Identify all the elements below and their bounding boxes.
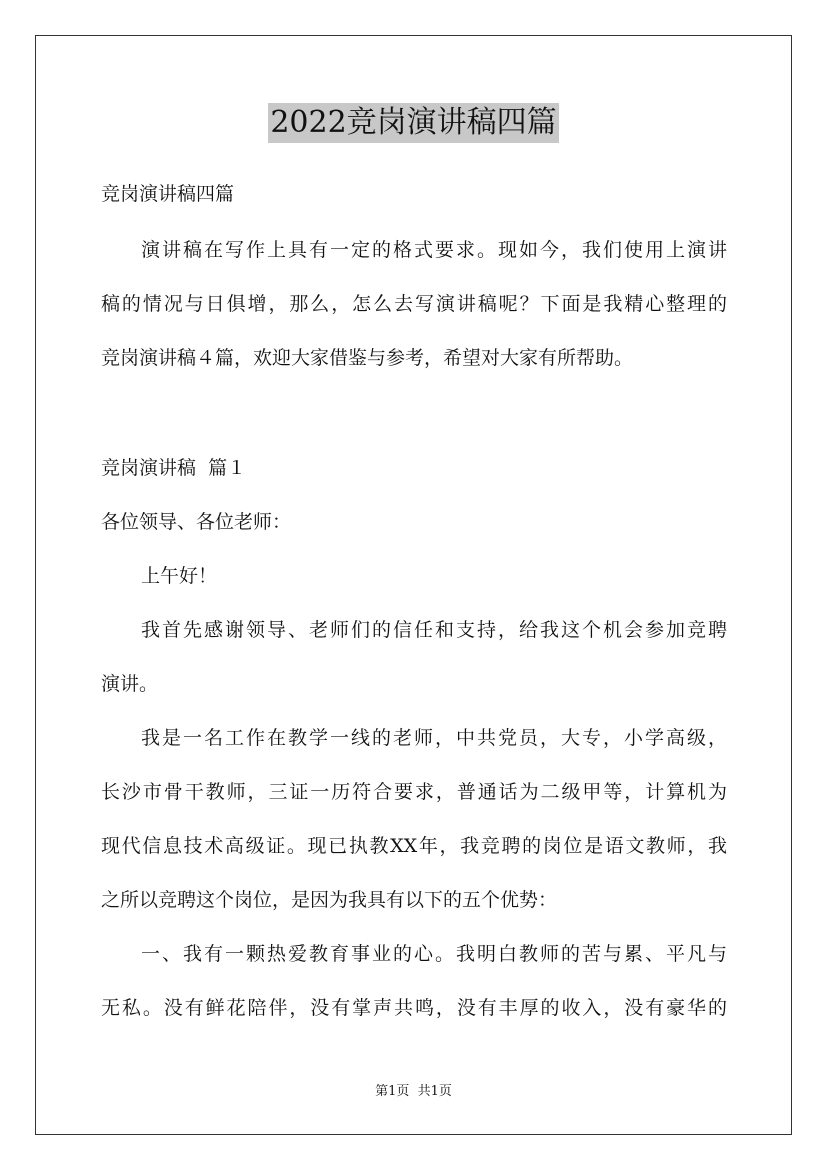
text-line: 我是一名工作在教学一线的老师，中共党员，大专，小学高级， [141,727,727,749]
paragraph [101,612,727,702]
document-title: 2022竞岗演讲稿四篇 [268,103,558,143]
text-line: 长沙市骨干教师，三证一历符合要求，普通话为二级甲等，计算机为 [101,781,727,803]
paragraph [101,720,727,918]
text-line: 我首先感谢领导、老师们的信任和支持，给我这个机会参加竞聘 [141,619,727,641]
salutation: 各位领导、各位老师： [101,511,292,533]
text-line: 一、我有一颗热爱教育事业的心。我明白教师的苦与累、平凡与 [141,943,727,965]
page-footer: 第1页 共1页 [375,1084,452,1099]
section-heading: 竞岗演讲稿 篇１ [101,457,247,479]
text-line: 无私。没有鲜花陪伴，没有掌声共鸣，没有丰厚的收入，没有豪华的 [101,997,727,1019]
document-body [101,176,727,1026]
text-line: 之所以竞聘这个岗位，是因为我具有以下的五个优势： [101,889,558,911]
text-line: 稿的情况与日俱增，那么，怎么去写演讲稿呢？下面是我精心整理的 [101,293,727,315]
intro-paragraph [101,232,727,376]
text-line: 现代信息技术高级证。现已执教XX年，我竞聘的岗位是语文教师，我 [101,835,727,857]
greeting: 上午好！ [141,565,218,587]
text-line: 竞岗演讲稿４篇，欢迎大家借鉴与参考，希望对大家有所帮助。 [101,347,634,369]
subtitle: 竞岗演讲稿四篇 [101,183,235,205]
text-line: 演讲稿在写作上具有一定的格式要求。现如今，我们使用上演讲 [141,239,727,261]
text-line: 演讲。 [101,673,159,695]
paragraph [101,936,727,1026]
title-container [0,103,827,143]
